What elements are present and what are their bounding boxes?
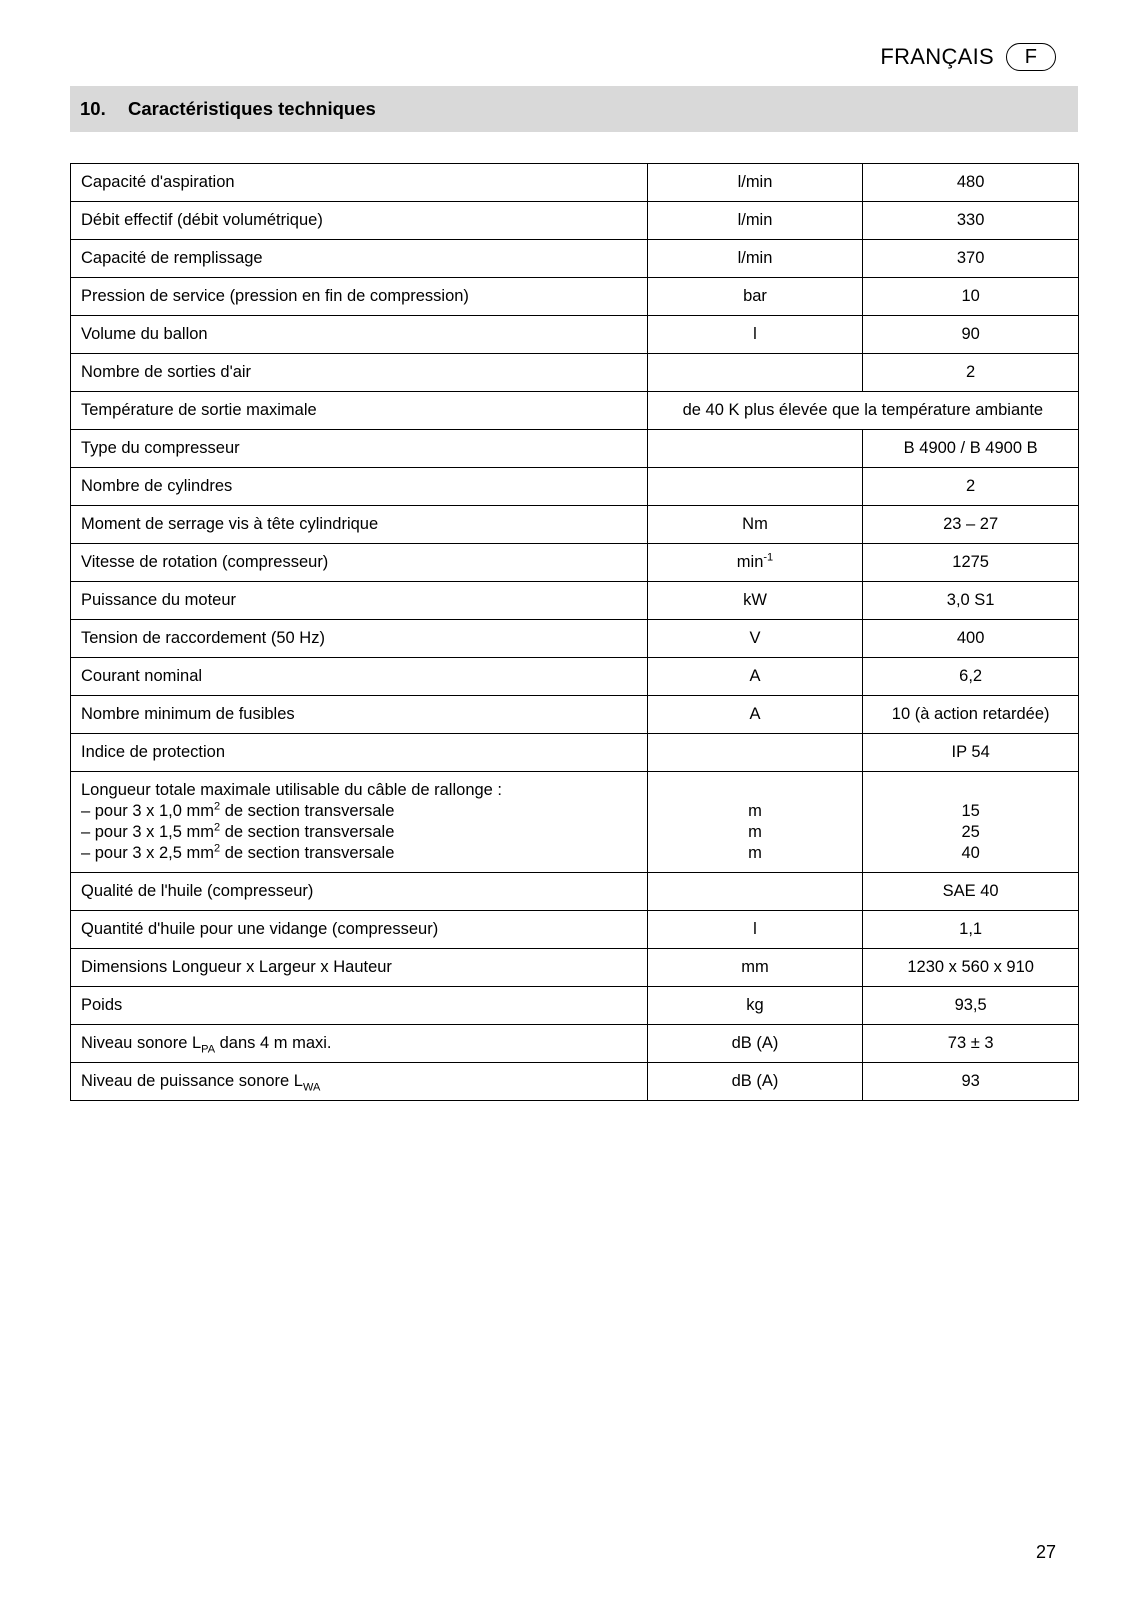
- table-row-cable-length: [71, 772, 1079, 873]
- spec-value: 73 ± 3: [863, 1025, 1079, 1063]
- spec-label: Nombre de sorties d'air: [71, 354, 648, 392]
- spec-label: Courant nominal: [71, 658, 648, 696]
- section-title: Caractéristiques techniques: [128, 98, 376, 119]
- table-row: [71, 544, 1079, 582]
- spec-unit: kg: [647, 987, 863, 1025]
- table-row: [71, 696, 1079, 734]
- cable-value: 15: [961, 802, 980, 820]
- spec-value: 1230 x 560 x 910: [863, 949, 1079, 987]
- spec-unit: l: [647, 316, 863, 354]
- spec-label: Indice de protection: [71, 734, 648, 772]
- spec-unit: [647, 354, 863, 392]
- section-heading: [70, 86, 1078, 132]
- language-label: FRANÇAIS: [880, 44, 994, 69]
- specifications-table: [70, 163, 1079, 1101]
- table-row: [71, 392, 1079, 430]
- spec-label: Nombre minimum de fusibles: [71, 696, 648, 734]
- spec-value: SAE 40: [863, 873, 1079, 911]
- cable-heading: Longueur totale maximale utilisable du câble de rallonge :: [81, 781, 503, 799]
- spec-value: 2: [863, 468, 1079, 506]
- cable-value: 40: [961, 844, 980, 862]
- table-row: [71, 506, 1079, 544]
- spec-value: 10 (à action retardée): [863, 696, 1079, 734]
- noise-label-prefix: Niveau de puissance sonore L: [81, 1072, 303, 1090]
- spec-value: 6,2: [863, 658, 1079, 696]
- spec-value: 93,5: [863, 987, 1079, 1025]
- spec-value: 1,1: [863, 911, 1079, 949]
- table-row: [71, 582, 1079, 620]
- spec-label: Qualité de l'huile (compresseur): [71, 873, 648, 911]
- spec-unit: A: [647, 696, 863, 734]
- spec-unit: A: [647, 658, 863, 696]
- spec-value: 2: [863, 354, 1079, 392]
- spec-label: Volume du ballon: [71, 316, 648, 354]
- noise-label-suffix: dans 4 m maxi.: [215, 1034, 332, 1052]
- table-row: [71, 1025, 1079, 1063]
- spec-label: Poids: [71, 987, 648, 1025]
- spec-value: 90: [863, 316, 1079, 354]
- spec-label: Quantité d'huile pour une vidange (compresseur): [71, 911, 648, 949]
- spec-unit: [647, 430, 863, 468]
- noise-label-prefix: Niveau sonore L: [81, 1034, 202, 1052]
- spec-unit: l/min: [647, 164, 863, 202]
- cable-line-prefix: – pour 3 x 1,0 mm: [81, 802, 214, 820]
- table-row: [71, 658, 1079, 696]
- spec-unit: kW: [647, 582, 863, 620]
- language-badge: F: [1006, 43, 1056, 71]
- spec-unit: [647, 873, 863, 911]
- unit-exponent: -1: [763, 551, 774, 564]
- spec-label: Type du compresseur: [71, 430, 648, 468]
- spec-unit: [647, 468, 863, 506]
- table-row: [71, 202, 1079, 240]
- noise-label-subscript: WA: [302, 1081, 321, 1094]
- table-row: [71, 278, 1079, 316]
- table-row: [71, 430, 1079, 468]
- spec-value: 93: [863, 1063, 1079, 1101]
- cable-line: [81, 801, 647, 822]
- table-row: [71, 987, 1079, 1025]
- cable-line-suffix: de section transversale: [220, 823, 395, 841]
- unit-base: min: [736, 553, 764, 571]
- spec-value: 400: [863, 620, 1079, 658]
- cable-unit: m: [748, 844, 762, 862]
- cable-line-exponent: 2: [213, 800, 221, 813]
- cable-unit: m: [748, 823, 762, 841]
- language-header: [880, 43, 1056, 71]
- spec-unit: l: [647, 911, 863, 949]
- spec-label: Dimensions Longueur x Largeur x Hauteur: [71, 949, 648, 987]
- spec-label: Capacité de remplissage: [71, 240, 648, 278]
- spec-unit: [647, 544, 863, 582]
- spec-unit: l/min: [647, 202, 863, 240]
- table-row: [71, 911, 1079, 949]
- spec-value: 330: [863, 202, 1079, 240]
- spec-unit: l/min: [647, 240, 863, 278]
- table-row: [71, 734, 1079, 772]
- cable-value: 25: [961, 823, 980, 841]
- table-row: [71, 354, 1079, 392]
- table-row: [71, 468, 1079, 506]
- spec-label: Puissance du moteur: [71, 582, 648, 620]
- cable-line-prefix: – pour 3 x 2,5 mm: [81, 844, 214, 862]
- cable-line-suffix: de section transversale: [220, 802, 395, 820]
- spec-value-spanned: de 40 K plus élevée que la température ambiante: [647, 392, 1078, 430]
- cable-line: [81, 822, 647, 843]
- spec-label: [71, 1063, 648, 1101]
- spec-label: Capacité d'aspiration: [71, 164, 648, 202]
- spec-unit: Nm: [647, 506, 863, 544]
- spec-unit: bar: [647, 278, 863, 316]
- cable-line-exponent: 2: [213, 821, 221, 834]
- spec-value: IP 54: [863, 734, 1079, 772]
- spec-value: 370: [863, 240, 1079, 278]
- spec-value: 480: [863, 164, 1079, 202]
- spec-unit: dB (A): [647, 1025, 863, 1063]
- spec-unit: mm: [647, 949, 863, 987]
- spec-label: Vitesse de rotation (compresseur): [71, 544, 648, 582]
- spec-label: [71, 1025, 648, 1063]
- table-row: [71, 316, 1079, 354]
- table-row: [71, 873, 1079, 911]
- cable-unit: m: [748, 802, 762, 820]
- spec-label: Tension de raccordement (50 Hz): [71, 620, 648, 658]
- cable-line: [81, 843, 647, 864]
- table-row: [71, 949, 1079, 987]
- page-number: 27: [1035, 1542, 1056, 1562]
- spec-label: Pression de service (pression en fin de compression): [71, 278, 648, 316]
- spec-value: B 4900 / B 4900 B: [863, 430, 1079, 468]
- table-row: [71, 164, 1079, 202]
- spec-value: 23 – 27: [863, 506, 1079, 544]
- table-row: [71, 620, 1079, 658]
- spec-value: 10: [863, 278, 1079, 316]
- cable-line-suffix: de section transversale: [220, 844, 395, 862]
- spec-value: [863, 772, 1079, 873]
- spec-unit: [647, 772, 863, 873]
- spec-value: 3,0 S1: [863, 582, 1079, 620]
- spec-label: Nombre de cylindres: [71, 468, 648, 506]
- table-row: [71, 240, 1079, 278]
- section-number: 10.: [80, 98, 106, 119]
- spec-label: [71, 772, 648, 873]
- spec-label: Moment de serrage vis à tête cylindrique: [71, 506, 648, 544]
- cable-line-prefix: – pour 3 x 1,5 mm: [81, 823, 214, 841]
- cable-line-exponent: 2: [213, 842, 221, 855]
- spec-value: 1275: [863, 544, 1079, 582]
- spec-label: Température de sortie maximale: [71, 392, 648, 430]
- table-row: [71, 1063, 1079, 1101]
- spec-unit: V: [647, 620, 863, 658]
- noise-label-subscript: PA: [201, 1043, 216, 1056]
- spec-unit: [647, 734, 863, 772]
- spec-label: Débit effectif (débit volumétrique): [71, 202, 648, 240]
- spec-unit: dB (A): [647, 1063, 863, 1101]
